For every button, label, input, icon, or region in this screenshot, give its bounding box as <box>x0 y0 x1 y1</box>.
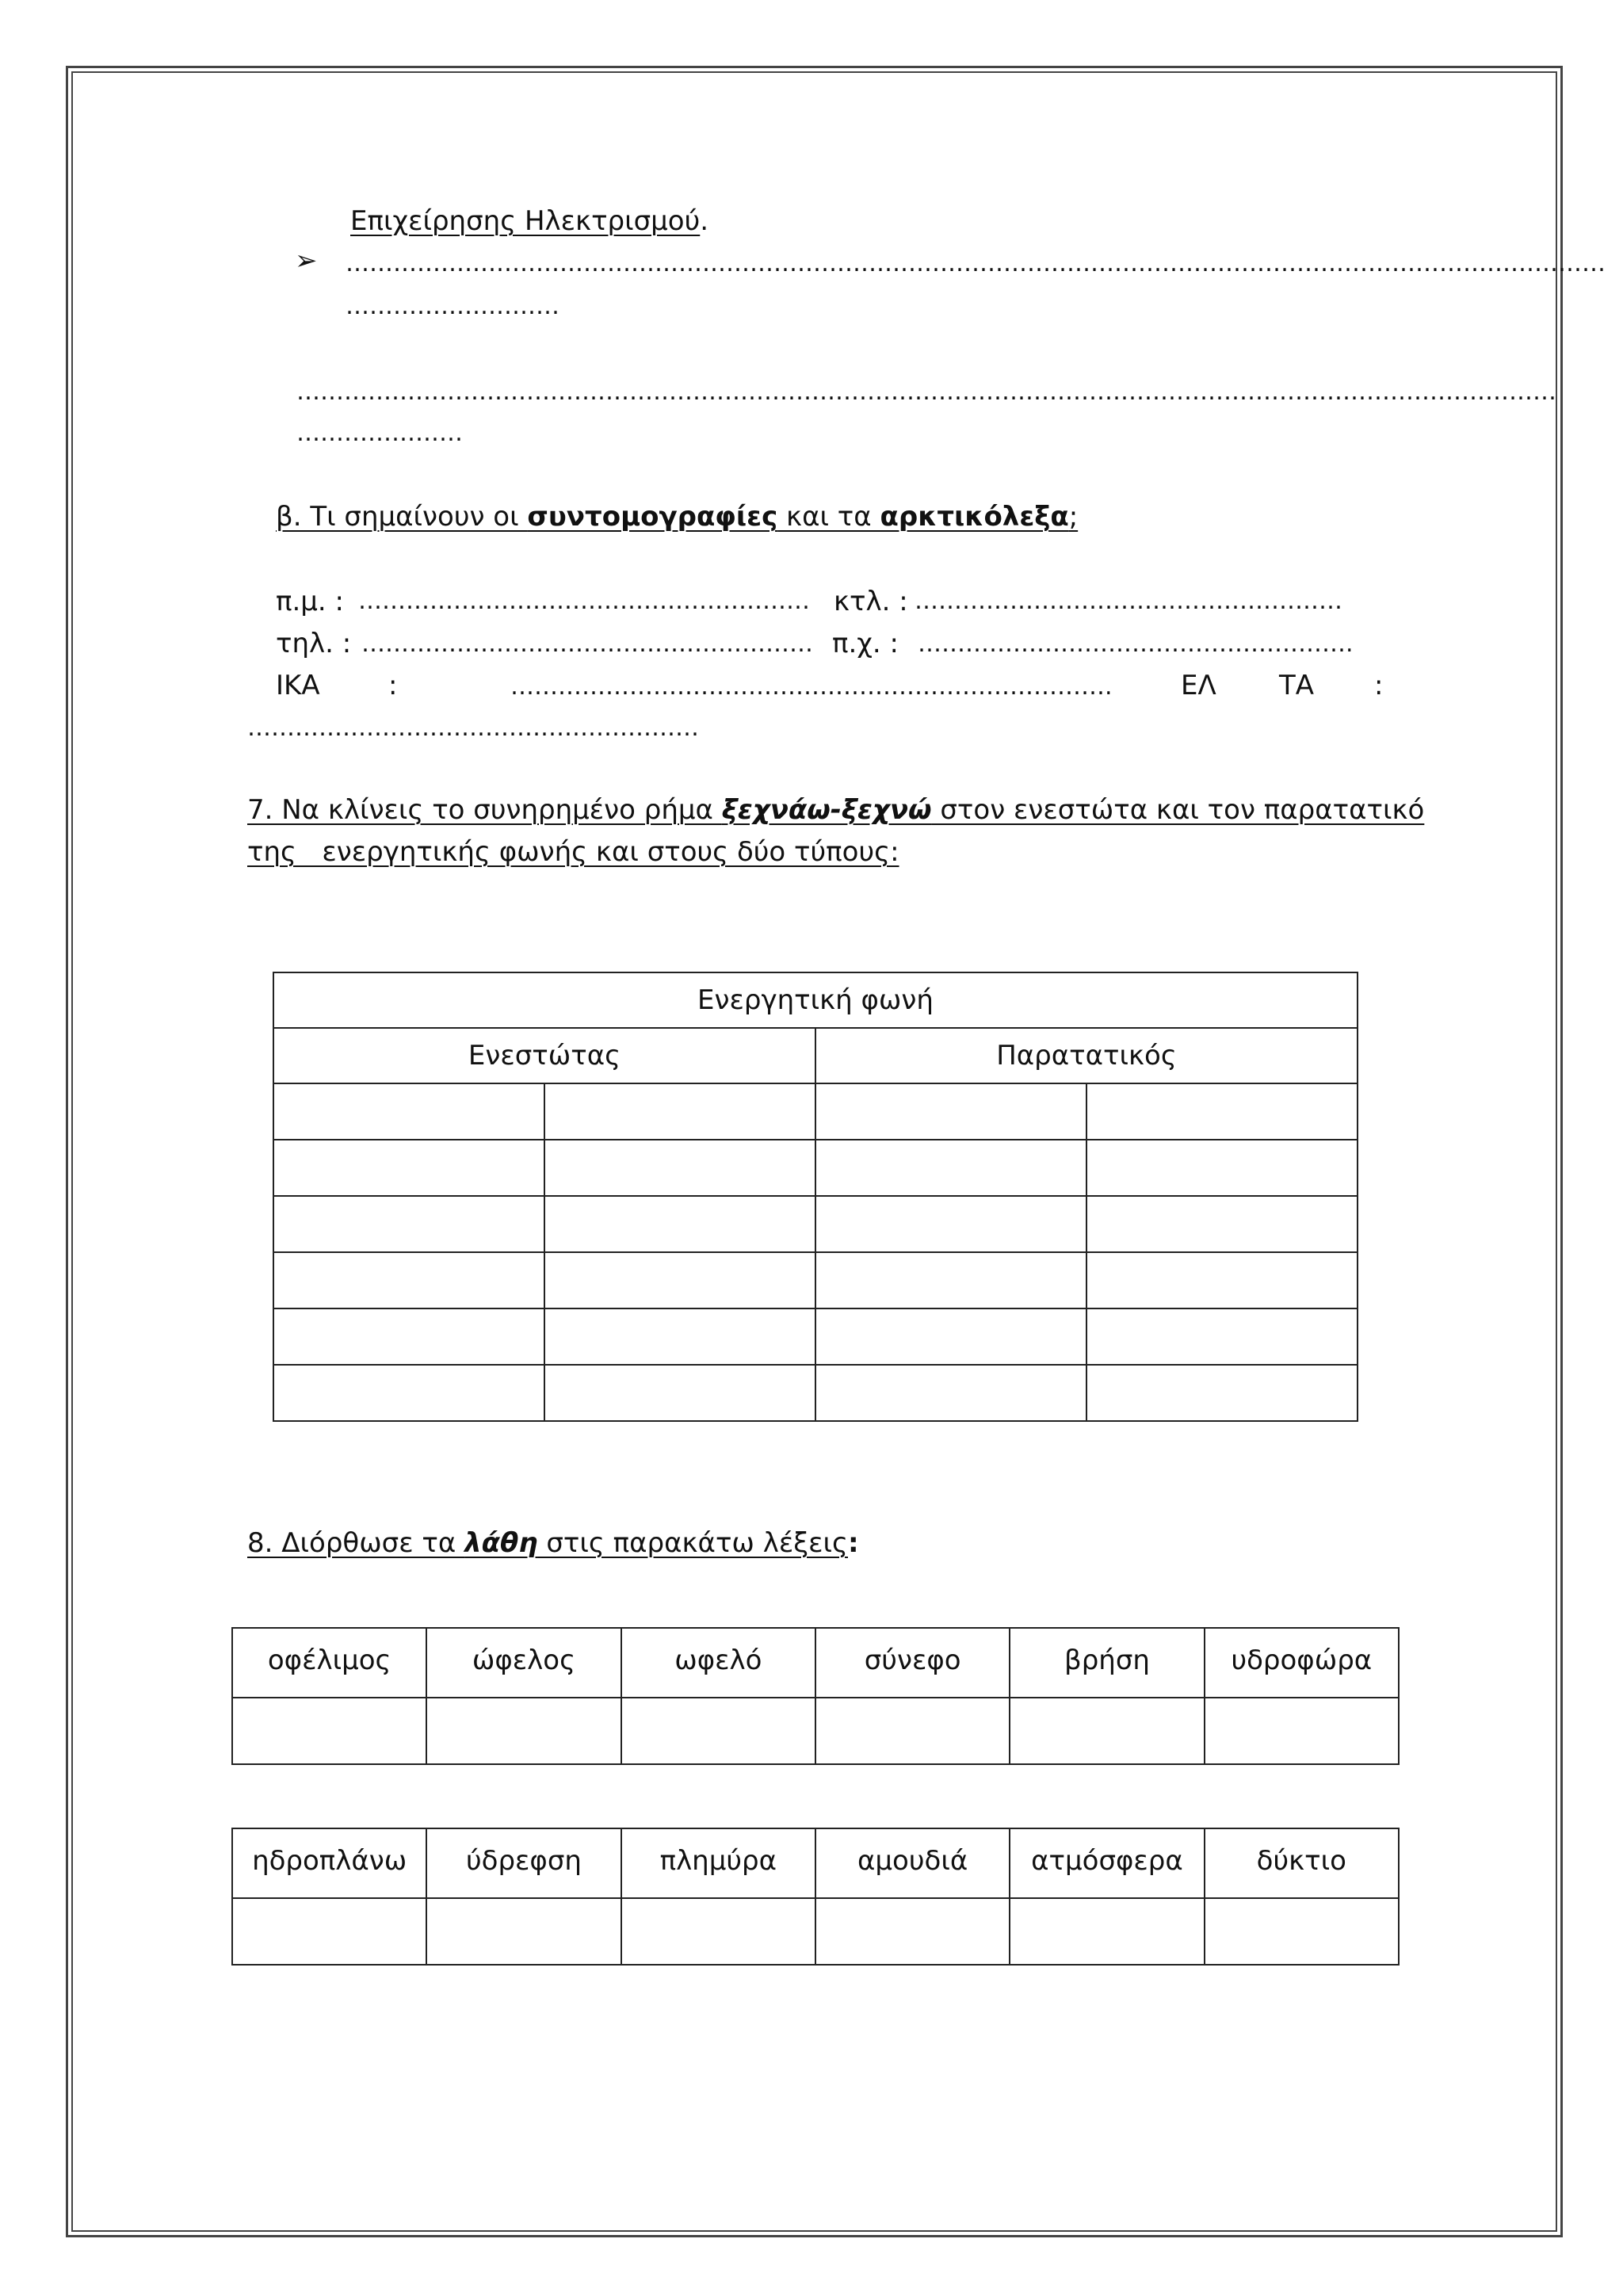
answer-cell[interactable] <box>232 1898 426 1965</box>
answer-cell[interactable] <box>1086 1252 1358 1308</box>
answer-dots-line: ………………………………………………… <box>247 714 699 742</box>
answer-dots-line: ………………… <box>296 419 463 447</box>
answer-cell[interactable] <box>621 1698 815 1764</box>
word-cell: ώφελος <box>426 1628 621 1698</box>
answer-cell[interactable] <box>544 1365 815 1421</box>
answer-cell[interactable] <box>1205 1898 1399 1965</box>
answer-cell[interactable] <box>544 1140 815 1196</box>
word-cell: αμουδιά <box>815 1828 1010 1898</box>
word-cell: ωφελό <box>621 1628 815 1698</box>
answer-dots-line: …………………………………………………………………………………………………………………………………………… <box>296 378 1556 406</box>
table-header-imperfect: Παρατατικός <box>815 1028 1358 1083</box>
abbr-label-ktl: κτλ. : <box>834 586 908 617</box>
answer-cell[interactable] <box>1010 1698 1204 1764</box>
answer-cell[interactable] <box>273 1308 544 1365</box>
abbr-colon: : <box>388 670 398 701</box>
answer-cell[interactable] <box>1205 1698 1399 1764</box>
answer-cell[interactable] <box>815 1308 1086 1365</box>
abbr-label-til: τηλ. : <box>276 628 352 659</box>
answer-cell[interactable] <box>273 1252 544 1308</box>
answer-cell[interactable] <box>273 1140 544 1196</box>
word-cell: ατμόσφερα <box>1010 1828 1204 1898</box>
word-cell: σύνεφο <box>815 1628 1010 1698</box>
answer-cell[interactable] <box>426 1898 621 1965</box>
answer-cell[interactable] <box>273 1196 544 1252</box>
abbr-label-ika: ΙΚΑ <box>276 670 320 701</box>
abbr-colon: : <box>1374 670 1384 701</box>
word-cell: βρήση <box>1010 1628 1204 1698</box>
question-7-title-line2: της ενεργητικής φωνής και στους δύο τύπους: <box>247 836 899 868</box>
question-8-title: 8. Διόρθωσε τα λάθη στις παρακάτω λέξεις: <box>247 1527 859 1559</box>
words-table-2 <box>231 1828 1400 1966</box>
question-b-title: β. Τι σημαίνουν οι συντομογραφίες και τα αρκτικόλεξα; <box>276 501 1079 533</box>
answer-cell[interactable] <box>426 1698 621 1764</box>
answer-cell[interactable] <box>815 1698 1010 1764</box>
continued-heading: Επιχείρησης Ηλεκτρισμού. <box>350 205 709 237</box>
word-cell: ηδροπλάνω <box>232 1828 426 1898</box>
words-table-1 <box>231 1627 1400 1765</box>
answer-dots-line: ………………………………………………… <box>361 630 813 658</box>
word-cell: δύκτιο <box>1205 1828 1399 1898</box>
table-header-active-voice: Ενεργητική φωνή <box>273 972 1358 1028</box>
answer-dots-line: ………………………………………………. <box>918 630 1354 658</box>
abbr-label-el: ΕΛ <box>1181 670 1216 701</box>
abbr-label-ta: ΤΑ <box>1279 670 1315 701</box>
answer-cell[interactable] <box>815 1083 1086 1140</box>
table-header-present: Ενεστώτας <box>273 1028 815 1083</box>
answer-cell[interactable] <box>544 1196 815 1252</box>
arrow-bullet-icon: ➢ <box>295 245 318 277</box>
answer-cell[interactable] <box>273 1083 544 1140</box>
abbr-label-px: π.χ. : <box>832 628 899 659</box>
answer-cell[interactable] <box>544 1252 815 1308</box>
answer-cell[interactable] <box>1010 1898 1204 1965</box>
answer-dots-line: ……………………………………………… <box>915 587 1342 615</box>
word-cell: υδροφώρα <box>1205 1628 1399 1698</box>
answer-cell[interactable] <box>621 1898 815 1965</box>
answer-cell[interactable] <box>232 1698 426 1764</box>
question-7-title: 7. Να κλίνεις το συνηρημένο ρήμα ξεχνάω-ξεχνώ στον ενεστώτα και τον παρατατικό <box>247 794 1425 826</box>
answer-cell[interactable] <box>815 1252 1086 1308</box>
answer-dots-line: …………………………………………………………………. <box>510 673 1113 701</box>
answer-cell[interactable] <box>1086 1083 1358 1140</box>
answer-cell[interactable] <box>815 1140 1086 1196</box>
answer-cell[interactable] <box>544 1083 815 1140</box>
word-cell: πλημύρα <box>621 1828 815 1898</box>
answer-cell[interactable] <box>815 1365 1086 1421</box>
answer-dots-line: ……………………… <box>346 292 559 320</box>
answer-cell[interactable] <box>815 1196 1086 1252</box>
conjugation-table <box>273 972 1358 1422</box>
word-cell: ύδρεφση <box>426 1828 621 1898</box>
answer-cell[interactable] <box>544 1308 815 1365</box>
answer-cell[interactable] <box>815 1898 1010 1965</box>
answer-cell[interactable] <box>1086 1196 1358 1252</box>
answer-cell[interactable] <box>1086 1365 1358 1421</box>
answer-dots-line: ………………………………………………… <box>358 587 810 615</box>
answer-cell[interactable] <box>1086 1140 1358 1196</box>
answer-cell[interactable] <box>273 1365 544 1421</box>
answer-dots-line: …………………………………………………………………………………………………………………………………………… <box>346 250 1606 277</box>
answer-cell[interactable] <box>1086 1308 1358 1365</box>
word-cell: οφέλιμος <box>232 1628 426 1698</box>
abbr-label-pm: π.μ. : <box>276 586 344 617</box>
